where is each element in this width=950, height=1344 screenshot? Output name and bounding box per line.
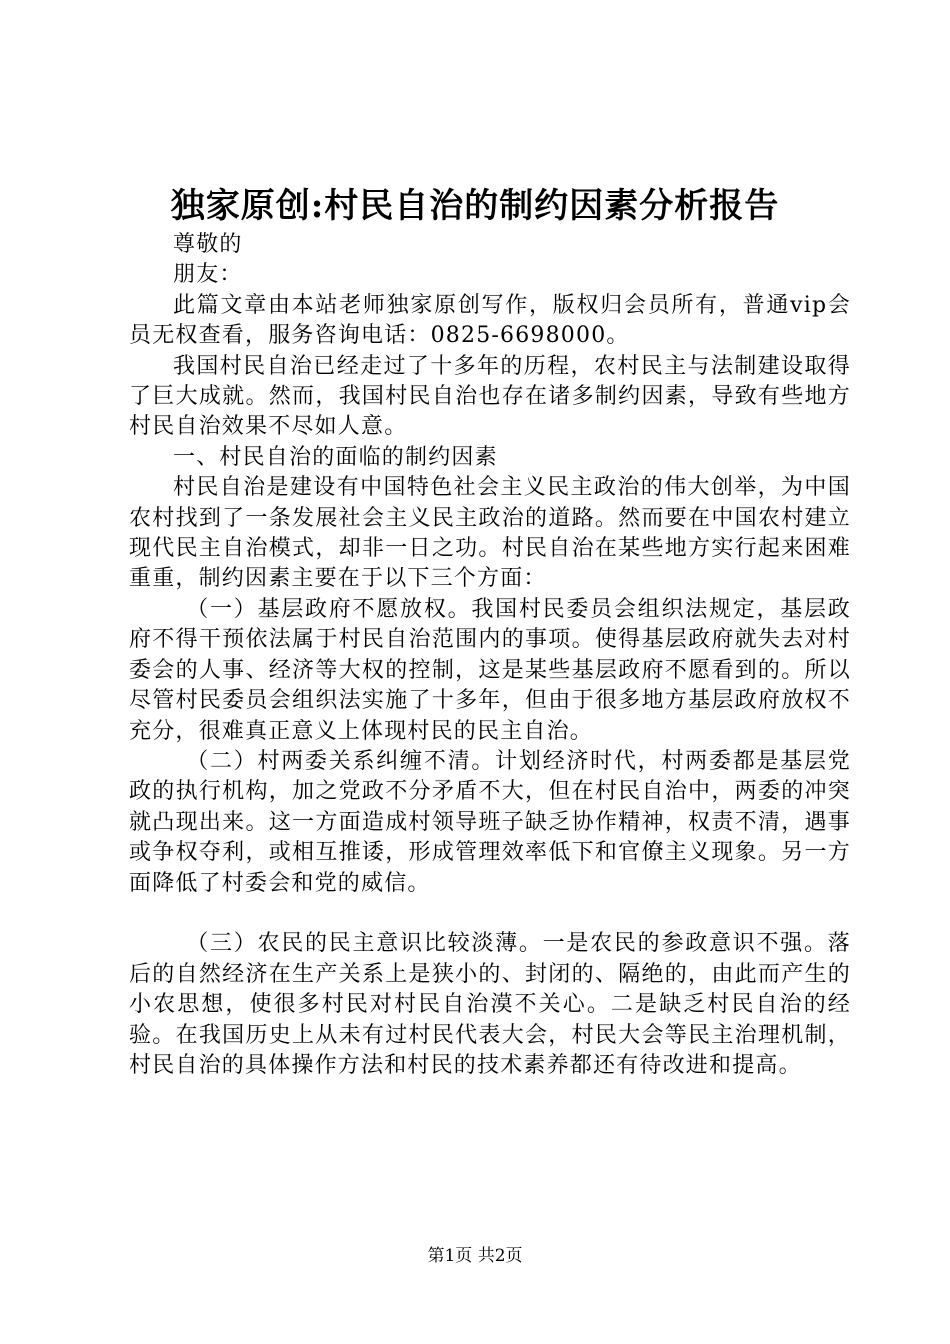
paragraph-point-3: （三）农民的民主意识比较淡薄。一是农民的参政意识不强。落后的自然经济在生产关系上是狭小的、封闭的、隔绝的，由此而产生的小农思想，使很多村民对村民自治漠不关心。二是缺乏村民自治的经验。在我国历史上从未有过村民代表大会，村民大会等民主治理机制，村民自治的具体操作方法和村民的技术素养都还有待改进和提高。	[129, 931, 851, 1078]
paragraph-copyright-notice: 此篇文章由本站老师独家原创写作，版权归会员所有，普通vip会员无权查看，服务咨询电话：0825-6698000。	[129, 292, 851, 349]
section-heading-1: 一、村民自治的面临的制约因素	[173, 444, 498, 470]
document-body	[129, 230, 851, 1081]
paragraph-point-1: （一）基层政府不愿放权。我国村民委员会组织法规定，基层政府不得干预依法属于村民自治范围内的事项。使得基层政府就失去对村委会的人事、经济等大权的控制，这是某些基层政府不愿看到的。所以尽管村民委员会组织法实施了十多年，但由于很多地方基层政府放权不充分，很难真正意义上体现村民的民主自治。	[129, 596, 851, 744]
document-title: 独家原创:村民自治的制约因素分析报告	[170, 186, 780, 226]
paragraph-intro: 我国村民自治已经走过了十多年的历程，农村民主与法制建设取得了巨大成就。然而，我国村民自治也存在诸多制约因素，导致有些地方村民自治效果不尽如人意。	[129, 353, 851, 440]
salutation-line-1: 尊敬的	[173, 232, 243, 257]
paragraph-point-2: （二）村两委关系纠缠不清。计划经济时代，村两委都是基层党政的执行机构，加之党政不分矛盾不大，但在村民自治中，两委的冲突就凸现出来。这一方面造成村领导班子缺乏协作精神，权责不清，遇事或争权夺利，或相互推诿，形成管理效率低下和官僚主义现象。另一方面降低了村委会和党的威信。	[129, 748, 851, 896]
paragraph-overview: 村民自治是建设有中国特色社会主义民主政治的伟大创举，为中国农村找到了一条发展社会主义民主政治的道路。然而要在中国农村建立现代民主自治模式，却非一日之功。村民自治在某些地方实行起来困难重重，制约因素主要在于以下三个方面：	[129, 475, 851, 592]
salutation-line-2: 朋友：	[173, 262, 243, 288]
page-number: 第1页 共2页	[427, 1246, 523, 1266]
paragraph-gap	[129, 899, 851, 929]
